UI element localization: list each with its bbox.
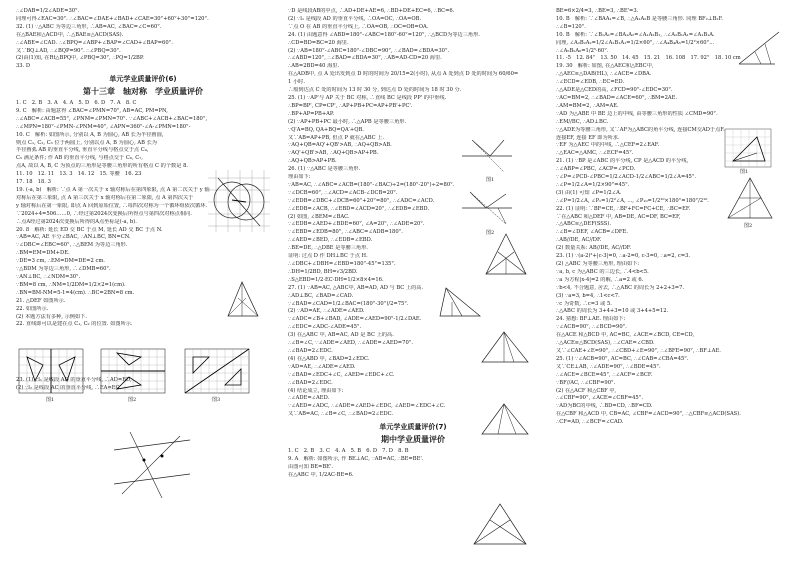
- answer-line: ∴DH=1/2BD, BH=√3/2BD.: [288, 268, 358, 275]
- answer-line: ∴∠MPN=180°-∠PMN-∠PNM=40°, ∠APN=360°-∠A-∠PMN=180°-: [16, 123, 191, 130]
- answer-line: 25. (1) ∵AP'与 AP 关于 BC 对称, ∴直线 BC 是线段 PP' 的中垂线.: [288, 94, 447, 101]
- fig-caption-19-1: 图1: [740, 169, 749, 175]
- answer-line: (2) ∵AB=180°-∠ABC=180°-∠DBC=90°, ∴∠BAD=∠BDA=30°.: [288, 47, 450, 54]
- answer-line: (2) ∵l₁ 是线段 AD 的垂直平分线, ∴OA=OC, ∴OA=OB.: [288, 15, 422, 22]
- answer-line: 又∵AB=AC, ∴∠B=∠C, ∴∠BAD=2∠EDC.: [288, 411, 394, 418]
- grid-figure-1: [18, 348, 84, 394]
- answer-line: 10. B 解析: ∵∠B₁A₁=∠BA₁A₂=∠A₁A₂B₁, ∴∠A₂B₁A₁=∠A₁B₁A.: [556, 31, 715, 38]
- answer-line: ∴BN=BM-NM=5-1=4(cm). ∴BC=2BN=8 cm.: [16, 289, 135, 296]
- answer-line: ∴△AEC≌△DAB(HL), ∴∠ACE=∠DBA.: [556, 71, 652, 78]
- answer-line: (3) 由(1) 可知 ∠P=1/2∠A.: [556, 189, 622, 196]
- answer-line: 10. B 解析: ∵∠BAA₁=∠B, ∴△A₁A₂B 是等腰三角形. 同理 BF₂⊥B₂F.: [556, 15, 723, 22]
- fig-caption-25-1: 图1: [486, 177, 495, 183]
- answer-line: 22. 直线即可以是建在点 C₁, C₂ 的位置. 如图所示.: [16, 321, 133, 328]
- answer-line: ∴BP=BP', CP=CP', ∴AP+PB+PC=AP+PB'+PC'.: [288, 102, 413, 109]
- answer-line: BE=6×2/4=3, ∴BE=3, ∴BE'=3.: [556, 8, 639, 14]
- unit-title-7: 单元学业质量评价(7): [379, 423, 447, 432]
- answer-line: ∴△ABC 的周长为 3+4+3=10 或 3+4+5=12.: [556, 308, 669, 315]
- answer-line: (2)由(1)知, 在Rt△BPQ中, ∠PBQ=30°, ∴PQ=1/2BP.: [16, 55, 144, 62]
- answer-line: ∴AB//DE, AC//DF.: [556, 237, 602, 244]
- answer-line: 同理可得∠EAC=30°. ∴∠BAC=∠DAE+∠BAD+∠CAE=30°+60°+30°=120°.: [16, 15, 209, 22]
- answer-line: 25. (1) ∵∠ACB=90°, AC=BC, ∴∠CAB=∠CBA=45°.: [556, 355, 689, 362]
- answer-line: (2) 数量关系: AB//DE, AC//DF.: [556, 245, 632, 252]
- answer-line: ∵Q′A=BQ, QA+BQ=QA′+QB.: [288, 126, 364, 133]
- fig-caption-1: 图1: [46, 397, 55, 403]
- triangle-figure-midterm-9: [470, 500, 530, 550]
- answer-line: 17. 18 18. 3: [16, 179, 51, 186]
- answer-line: (2) ∵AD=AE, ∴∠ADE=∠AED.: [288, 308, 365, 315]
- answer-line: ∴∠BAD=2∠EDC.: [288, 347, 333, 354]
- answer-line: ∴AD⊥BC, ∠BAD=∠CAD.: [288, 292, 354, 299]
- answer-line: y 轴对称后在第一象限, 即点 A 回到原始位置, ∴每四次对称为一个循环组依次循环.: [16, 202, 208, 209]
- answer-line: ∵a, b, c 为△ABC 的三边长, ∴4<b<5.: [556, 268, 649, 275]
- answer-line: ∴△EAC=△AMC, ∴∠ECF=45°.: [556, 150, 634, 157]
- lines-figure-22: [112, 430, 192, 500]
- answer-line: ∴∠ACE=∠BCE=45°, ∴∠ACF=∠BCF.: [556, 371, 653, 378]
- grid-figure-19a: [724, 128, 772, 168]
- circle-grid-figure: [208, 170, 270, 232]
- answer-line: ∵∠EDB=∠AED+∠BDE=60°, ∠A=20°, ∴∠ADE=20°.: [288, 221, 425, 228]
- answer-line: ∵AD为BC的中线, ∴BD=CD, ∴BF=CD.: [556, 403, 653, 410]
- answer-line: 1. C 2. B 3. C 4. A 5. B 6. D 7. D 8. B: [288, 447, 409, 454]
- answer-line: ∵AB=AC, AE 平分∠BAC, ∴AN⊥BC, BN=CN.: [16, 234, 131, 241]
- answer-line: 证明: 过点 D 作 DH⊥BC 于点 H.: [288, 253, 368, 260]
- answer-line: ∴∠B=∠DEF, ∠ACB=∠DFE.: [556, 229, 628, 236]
- answer-line: ∴∠B=∠C, ∵∠ADE=∠AED, ∴∠ADE=∠AED=70°.: [288, 340, 413, 347]
- answer-line: 23. (1) ∵(a-2)²+|c-3|=0, ∴a-2=0, c-3=0, ∴a=2, c=3.: [556, 253, 691, 260]
- answer-line: ∵BF//AC, ∴∠CBF=90°.: [556, 379, 616, 386]
- answer-line: 19. 30 解析: 如图, 在△AEC和△EBC中,: [556, 63, 654, 70]
- answer-line: 33. D: [16, 63, 31, 70]
- fig-caption-25-2: 图2: [486, 230, 495, 236]
- triangle-figure-26: [484, 232, 530, 278]
- answer-line: 在△ACE 和△BCD 中, AC=BC, ∠ACE=∠BCD, CE=CD,: [556, 332, 695, 339]
- answer-line: 20. 8 解析: 延长 ED 交 BC 于点 M, 延长 AD 交 BC 于点 N.: [16, 226, 163, 233]
- answer-line: ∴EM//BC, ∴AD⊥BC.: [556, 118, 609, 125]
- answer-line: (4) 在△ABD 中, ∠BAD=2∠EDC.: [288, 355, 370, 362]
- answer-line: (2) ∵l₂ 是线段 AC 的垂直平分线, ∴EA=EC.: [16, 385, 121, 392]
- answer-line: ∵∠EDB=∠DBC+∠DCB=60°+20°=80°, ∴∠ADC=∠ACD.: [288, 197, 435, 204]
- answer-line: ∵AB=AC, ∴∠ABC=∠ACB=(180°-∠BAC)÷2=(180°-20°)÷2=80°.: [288, 181, 455, 188]
- answer-line: 在△ADB中, 点 A 处出发到点 D 时的时间为 20/15=2(小时), 从点 A 处到点 D 处的时间为 60/60=: [288, 71, 519, 78]
- answer-line: (2) 本题方法有多种, 示例如下.: [16, 313, 88, 320]
- answer-line: 在△BAE和△ACD中, ∴△BAE≌△ACD(SAS).: [16, 31, 124, 38]
- answer-line: ∴CF=AD, ∴∠BCF=∠CAD.: [556, 419, 624, 426]
- answer-line: ∵DE=3 cm, ∴EM=DM=DE=2 cm.: [16, 258, 105, 265]
- answer-line: 则点 C₁, C₂, C₃ 位于两圆上, 分别以点 A, B 为圆心, AB 长为: [16, 139, 157, 146]
- answer-line: ∵AQ+QB=AQ'+QB'>AB, ∴AQ+QB>AB.: [288, 142, 392, 149]
- answer-line: 10. C 解析: 如图所示, 分别以 A, B 为圆心, AB 长为半径画圆,: [16, 131, 164, 138]
- answer-line: ∴CD=BD=BC=20 海里.: [288, 39, 349, 46]
- answer-line: 半径画弧 AB 的垂直平分线, 垂直平分线与格点交于点 C₄,: [16, 147, 149, 154]
- answer-line: 在△ABC 中, 1/2AC·BE=6.: [288, 471, 354, 478]
- midterm-title: 期中学业质量评价: [381, 434, 445, 444]
- answer-line: C₅ 满足条件; 作 AB 的垂直平分线, 与格点交于 C₆, C₇,: [16, 155, 143, 162]
- triangle-figure-27a: [480, 330, 530, 366]
- answer-line: (2) △ABC 为等腰三角形, 理由如下:: [556, 261, 640, 267]
- answer-line: ∵b<4, 不合题意, 舍去, ∴△ABC 的周长为 2+2+3=7.: [556, 284, 685, 291]
- answer-line: 24. 猜想: BF⊥AE. 理由如下:: [556, 316, 626, 323]
- answer-line: ∴∠ADE=∠AED.: [288, 395, 330, 402]
- answer-line: ∴∠ABD=120°, ∴∠BAD=∠BDA=30°, ∴AB=AD-CD=20 海里.: [288, 55, 442, 62]
- answer-line: 对称后在第三象限, 点 A 第三次关于 x 轴对称后在第二象限, 点 A 第四次关于: [16, 194, 194, 201]
- answer-line: 22. (1) 证明: ∵BF=CE, ∴BF+FC=FC+CE, ∴BC=EF.: [556, 205, 691, 212]
- answer-line: 24. (1) 由题意得 ∠ABD=180°-∠ABC=180°-60°=120°, ∴△BCD为等边三角形.: [288, 31, 480, 38]
- answer-line: (2) ∵AP+PB+PC 最小时, ∴△APB 是等腰三角形.: [288, 118, 407, 125]
- answer-line: 11. 10 12. 11 13. 3 14. 12 15. 等腰 16. 23: [16, 171, 142, 178]
- answer-line: ∴BM=EM=DM+DE.: [16, 250, 70, 257]
- angle-figure-10: [735, 28, 783, 68]
- answer-line: ∴∠P=1/2∠A, ∠P₁=1/2²∠A, ..., ∠P₁₀=1/2¹⁰×180°=180°/2¹⁰.: [556, 197, 709, 204]
- answer-line: ∵点 O 在 AB 的垂直平分线上, ∴OA=OB, ∴OC=OB=OA.: [288, 23, 429, 30]
- answer-line: 又∵AB=AP+PB, 但点 P 就在△ABC 上.: [288, 134, 385, 141]
- column-middle-block-c: [288, 448, 538, 480]
- answer-line: 32. (1) ∵△ABC 为等边三角形, ∴AB=AC, ∠BAC=∠C=60°.: [16, 23, 162, 30]
- chapter-title-13: 第十三章 轴对称 学业质量评价: [83, 86, 203, 96]
- answer-line: ∴∠B=120°.: [556, 23, 586, 30]
- triangle-figure-19b: [726, 176, 776, 222]
- answer-line: 点A, 故以 A, B, C 为顶点的三角形是等腰三角形的所有格点 C 的个数是 8.: [16, 163, 189, 170]
- answer-line: ∴BP+AP=PB+AP.: [288, 110, 335, 117]
- answer-line: ∴AB=2BD=40 海里.: [288, 63, 340, 70]
- answer-line: 理由如下:: [288, 174, 311, 181]
- answer-line: ∴BE=DE, ∴△DBE 是等腰三角形.: [288, 245, 368, 252]
- reflection-figure-25b: [460, 188, 514, 228]
- fig-caption-2: 图2: [128, 397, 137, 403]
- triangle-figure-27b: [480, 402, 530, 438]
- answer-line: ∵∠DCB=60°, ∴∠ACD=∠ACB-∠DCB=20°.: [288, 189, 398, 196]
- answer-line: ∵c 为奇数, ∴c=3 或 5.: [556, 300, 612, 307]
- answer-line: ∵∠ACB=90°, ∴∠BCD=90°.: [556, 324, 627, 331]
- answer-line: ∴船到达点 C 处的时间为 13 时 30 分, 到达点 D 处的时间为 18 时 30 分.: [288, 87, 462, 94]
- answer-line: 连接EF, 连接 EF 即为所求.: [556, 134, 620, 141]
- answer-line: 21. △DEF 如图所示.: [16, 297, 66, 304]
- answer-line: ∵a 为方程|x-4|=2 的解, ∴a=2 或 6.: [556, 276, 644, 283]
- answer-line: ∴∠EDC=∠ADC-∠ADE=45°.: [288, 324, 362, 331]
- answer-line: ∴S△EBD=1/2·EC·DH=1/2×8×4=16.: [288, 276, 384, 283]
- triangle-figure-26b: [438, 286, 482, 320]
- answer-line: ∴∠ECD=∠EDB, ∴EC=ED.: [556, 79, 625, 86]
- answer-line: 22. 如图所示.: [16, 305, 49, 312]
- answer-line: ∵∠ADC=∠B+∠BAD, ∠ADE=∠AED=90°-1/2∠DAE.: [288, 316, 422, 323]
- answer-line: ∴∠DBC+∠DBH=∠EBD=180°-45°=135°.: [288, 261, 396, 267]
- answer-line: ∵△BDM 为等边三角形, ∴∠DMB=60°.: [16, 266, 111, 273]
- answer-line: ∴点A经过第2024次变换后所得的A点坐标是(-a, b).: [16, 218, 137, 225]
- answer-line: (2) 如图, ∠BEM=∠BAC.: [288, 213, 350, 220]
- answer-line: ∵∠DBC=∠EBC=60°, ∴△BEM 为等边三角形.: [16, 242, 128, 249]
- answer-line: ∵AN⊥BC, ∴∠NDM=30°.: [16, 273, 81, 280]
- answer-line: ∴∠ABE=∠CAD. ∴∠BPQ=∠ABP+∠BAP=∠CAD+∠BAP=60°.: [16, 39, 173, 46]
- answer-line: ∵∠BAD=∠EDC+∠C, ∠AED=∠EDC+∠C.: [288, 371, 395, 378]
- answer-line: ∵∠EBD=∠EDB=80°, ∴∠ABC=∠ADB=180°.: [288, 229, 403, 236]
- answer-line: ∴AM=BM=2, ∴AM=AE.: [556, 102, 619, 109]
- answer-line: 又∵∠CAE+∠E=90°, ∴∠CBD+∠E=90°, ∴∠BFE=90°, ∴BF⊥AE.: [556, 347, 721, 354]
- answer-line: (2) 在△ACF 和△CBF 中,: [556, 387, 617, 394]
- answer-line: 同理, ∠A₂B₂A₂=1/2∠A₁B₁A₁=1/2×60°, ∴∠A₄B₄A₅=1/2²×60°...: [556, 39, 715, 46]
- answer-line: ∵EF 为△AEC 中的中线, ∴△CEF=2∠EAF.: [556, 142, 660, 149]
- triangle-figure-20: [226, 280, 260, 320]
- reflection-figure-25a: [460, 136, 514, 176]
- answer-line: 1. C 2. B 3. A 4. A 5. D 6. D 7. A 8. C: [16, 100, 137, 107]
- answer-line: 19. (-a, b) 解析: ∵点 A 第一次关于 x 轴对称后在第四象限, 点 A 第二次关于 y 轴: [16, 187, 210, 193]
- answer-line: 在△CBF 和△ACD 中, CB=AC, ∠CBF=∠ACD=90°, ∴△CBF≌△ACD(SAS).: [556, 411, 741, 418]
- answer-line: ∴∠DAB=1/2∠ADE=30°.: [16, 8, 80, 14]
- answer-line: 21. (1) ∵BP 是∠ABC 的平分线, CP 是△ACD 的平分线,: [556, 158, 689, 165]
- answer-line: ∵D 是线段AB的中点, ∴AD+DE+AE=6, ∴BD+DE+EC=6, ∴BC=6.: [288, 8, 455, 14]
- answer-line: ∵2024÷4=506……0, ∴经过第2024次变换后所得点与第四次对称点相同.: [16, 210, 192, 217]
- answer-line: ∴△ACE≌△BCD(SAS), ∴∠CAE=∠CBD.: [556, 340, 655, 347]
- answer-line: 9. C 解析: 由题意得 ∠BAC=∠PMN=70°, AB=AC, PM=PN,: [16, 107, 168, 114]
- answer-line: ∵△ADE为等腰三角形, 又∵AF为△ABC的角平分线, 连接CM交AD于点F.: [556, 126, 725, 133]
- answer-line: (4) 结论成立, 理由如下:: [288, 387, 344, 394]
- answer-line: ∴∠ABC=∠ACB=55°, ∠PNM=∠PMN=70°. ∵∠ABC+∠ACB+∠BAC=180°,: [16, 115, 208, 122]
- answer-line: ∴∠BAD=2∠EDC.: [288, 379, 333, 386]
- fig-caption-3: 图3: [212, 397, 221, 403]
- answer-line: ∴∠ABP=∠PBC, ∠ACP=∠PCD.: [556, 166, 636, 173]
- answer-line: (3) 在△ABC 中, AB=AC, AD 是 BC 上的高.: [288, 332, 394, 339]
- fig-caption-19-2: 图2: [744, 223, 753, 229]
- grid-figure-3: [184, 348, 250, 394]
- answer-line: 27. (1) ∵AB=AC, △ABC中, AB=AD, AD 与 BC 上的高.: [288, 284, 424, 291]
- column-left-block-a: [16, 8, 270, 71]
- answer-line: ∴∠EDB=∠ACB, ∴∠EBD=∠ACD=20°, ∴∠EDB=∠EBD.: [288, 205, 430, 212]
- answer-line: 由图可知 BE=BE'.: [288, 463, 334, 470]
- answer-line: ∵∠P=∠PCD-∠PBC=1/2∠ACD-1/2∠ABC=1/2∠A=45°.: [556, 174, 697, 181]
- answer-line: ∵AQ'+QB'>AB, ∴AQ+QB>AP+PB.: [288, 150, 379, 157]
- answer-line: ∵∠BAD=∠CAD=1/2∠BAC=(180°-30°)/2=75°.: [288, 300, 409, 307]
- answer-line: 又∵BQ⊥AD, ∴∠BQP=90°. ∴∠PBQ=30°.: [16, 47, 121, 54]
- answer-line: 9. A 解析: 如图所示, 作 BE⊥AC, ∵AB=AC, ∴BE=BE'.: [288, 455, 424, 462]
- answer-line: 23. (1) ∵l₁ 是线段 AD 的垂直平分线, ∴AD=BD,: [16, 377, 132, 384]
- answer-line: 26. (1) ∵△ABC 是等腰三角形.: [288, 166, 361, 173]
- answer-line: ∴△ADE是△CED的高, ∠FCD=90°-∠EDC=30°.: [556, 87, 673, 94]
- answer-line: ∵∠AED=∠ADC, ∴∠ADE=∠AED+∠EDC, ∠AED=∠EDC+∠C.: [288, 403, 446, 410]
- answer-line: ∵AC=BM=2, ∴∠BAD=∠ACE=60°, ∴BM=2AE.: [556, 94, 678, 101]
- answer-line: ∵BM=8 cm, ∴NM=1/2DM=1/2×2=1(cm).: [16, 281, 126, 288]
- answer-line: ∵AD=AE, ∴∠ADE=∠AED.: [288, 363, 356, 370]
- answer-line: ∵AD 为△ABE 中 BE 边上的中线, 由等腰三角形的性质 ∠CMD=90°.: [556, 110, 718, 117]
- answer-line: ∴AQ+QB>AP+PB.: [288, 158, 337, 165]
- answer-line: 11. -5 12. 84° 13. 50 14. 45 15. 21 16. 108 17. 92° 18. 10 cm: [556, 55, 741, 62]
- answer-line: ∵在△ABC 和△DEF 中, AB=DE, AC=DF, BC=EF,: [556, 213, 681, 220]
- answer-line: 1 小时.: [288, 79, 305, 86]
- answer-line: ∴△ABC≌△DEF(SSS).: [556, 221, 611, 228]
- grid-figure-2: [100, 348, 166, 394]
- unit-title-6: 单元学业质量评价(6): [109, 75, 177, 84]
- answer-line: ∴∠AED=∠BED, ∴∠EDB=∠EBD.: [288, 237, 373, 244]
- answer-line: ∴∠A₅B₅A₆=1/2⁵·60°.: [556, 47, 609, 54]
- answer-line: (3) ∵a=3, b=4, ∴1<c<7.: [556, 292, 620, 299]
- answer-line: 又∵CE⊥AB, ∴∠ADE=90°, ∴∠BDE=45°.: [556, 363, 661, 370]
- answer-line: ∴∠CBF=90°, ∠ACE=∠CBF=45°.: [556, 395, 643, 402]
- answer-line: ∴∠P=1/2∠A=1/2×90°=45°.: [556, 181, 630, 188]
